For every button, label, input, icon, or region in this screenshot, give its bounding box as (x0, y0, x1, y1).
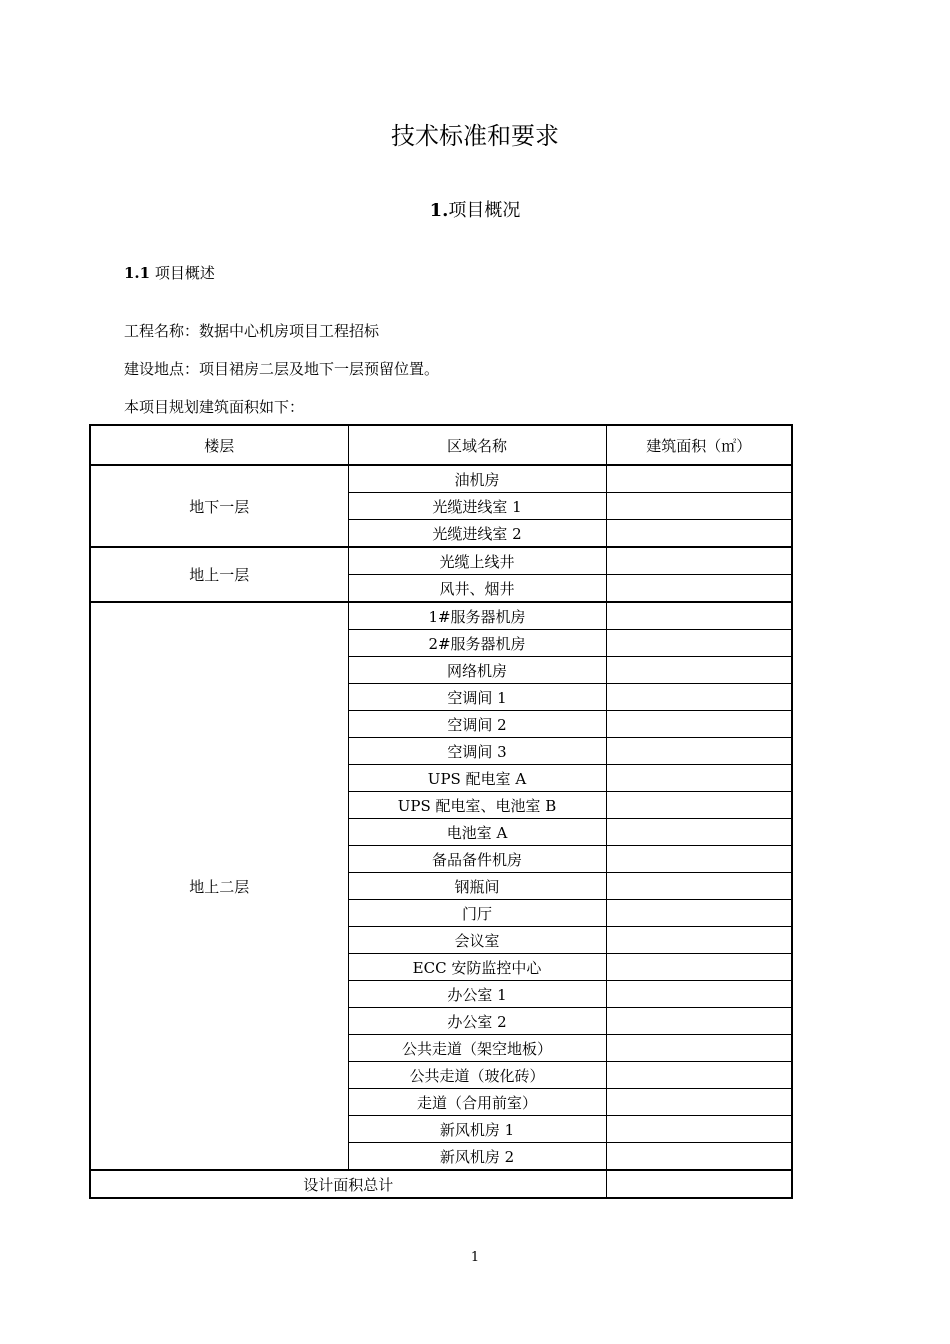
area-name-cell: 空调间 3 (348, 738, 606, 765)
table-body (90, 465, 792, 1198)
floor-cell: 地上一层 (90, 547, 348, 602)
area-value-cell (606, 711, 792, 738)
area-name-cell: 油机房 (348, 465, 606, 493)
area-name-cell: 电池室 A (348, 819, 606, 846)
area-value-cell (606, 1089, 792, 1116)
total-label-cell: 设计面积总计 (90, 1170, 606, 1198)
section-heading (0, 196, 950, 222)
area-name-cell: 办公室 2 (348, 1008, 606, 1035)
header-floor: 楼层 (90, 425, 348, 465)
area-value-cell (606, 873, 792, 900)
area-name-cell: 2#服务器机房 (348, 630, 606, 657)
table-header-row (90, 425, 792, 465)
area-name-cell: 办公室 1 (348, 981, 606, 1008)
floor-cell: 地下一层 (90, 465, 348, 547)
area-value-cell (606, 465, 792, 493)
area-name-cell: 风井、烟井 (348, 575, 606, 603)
area-name-cell: 网络机房 (348, 657, 606, 684)
area-value-cell (606, 792, 792, 819)
area-value-cell (606, 846, 792, 873)
area-name-cell: ECC 安防监控中心 (348, 954, 606, 981)
area-name-cell: UPS 配电室 A (348, 765, 606, 792)
area-value-cell (606, 575, 792, 603)
area-name-cell: 会议室 (348, 927, 606, 954)
area-value-cell (606, 1062, 792, 1089)
section-number: 1. (429, 200, 449, 221)
project-location-line: 建设地点：项目裙房二层及地下一层预留位置。 (124, 360, 440, 378)
area-name-cell: 新风机房 1 (348, 1116, 606, 1143)
area-intro-line: 本项目规划建筑面积如下： (124, 398, 305, 416)
section-title: 项目概况 (448, 200, 521, 221)
area-value-cell (606, 765, 792, 792)
subsection-title: 项目概述 (150, 264, 215, 282)
area-value-cell (606, 954, 792, 981)
area-name-cell: 空调间 1 (348, 684, 606, 711)
total-value-cell (606, 1170, 792, 1198)
table-row (90, 602, 792, 630)
page-number: 1 (470, 1250, 480, 1265)
area-value-cell (606, 602, 792, 630)
area-name-cell: 空调间 2 (348, 711, 606, 738)
table-row (90, 465, 792, 493)
area-value-cell (606, 547, 792, 575)
header-area-name: 区域名称 (348, 425, 606, 465)
area-value-cell (606, 819, 792, 846)
subsection-heading (124, 262, 215, 283)
area-name-cell: 光缆进线室 2 (348, 520, 606, 548)
subsection-number: 1.1 (124, 264, 151, 282)
document-title: 技术标准和要求 (391, 122, 559, 150)
area-value-cell (606, 1116, 792, 1143)
area-name-cell: 公共走道（架空地板） (348, 1035, 606, 1062)
area-name-cell: UPS 配电室、电池室 B (348, 792, 606, 819)
area-name-cell: 1#服务器机房 (348, 602, 606, 630)
area-name-cell: 光缆上线井 (348, 547, 606, 575)
area-name-cell: 备品备件机房 (348, 846, 606, 873)
area-value-cell (606, 1035, 792, 1062)
area-name-cell: 钢瓶间 (348, 873, 606, 900)
area-value-cell (606, 520, 792, 548)
area-value-cell (606, 927, 792, 954)
area-value-cell (606, 981, 792, 1008)
header-building-area: 建筑面积（㎡） (606, 425, 792, 465)
area-value-cell (606, 684, 792, 711)
table-row (90, 547, 792, 575)
total-row (90, 1170, 792, 1198)
project-name-line: 工程名称：数据中心机房项目工程招标 (124, 322, 380, 340)
area-value-cell (606, 630, 792, 657)
floor-cell: 地上二层 (90, 602, 348, 1170)
area-value-cell (606, 657, 792, 684)
area-name-cell: 新风机房 2 (348, 1143, 606, 1171)
area-name-cell: 光缆进线室 1 (348, 493, 606, 520)
area-name-cell: 走道（合用前室） (348, 1089, 606, 1116)
area-table (89, 424, 793, 1199)
area-value-cell (606, 1008, 792, 1035)
area-value-cell (606, 738, 792, 765)
area-name-cell: 公共走道（玻化砖） (348, 1062, 606, 1089)
area-value-cell (606, 1143, 792, 1171)
area-name-cell: 门厅 (348, 900, 606, 927)
area-value-cell (606, 493, 792, 520)
area-value-cell (606, 900, 792, 927)
